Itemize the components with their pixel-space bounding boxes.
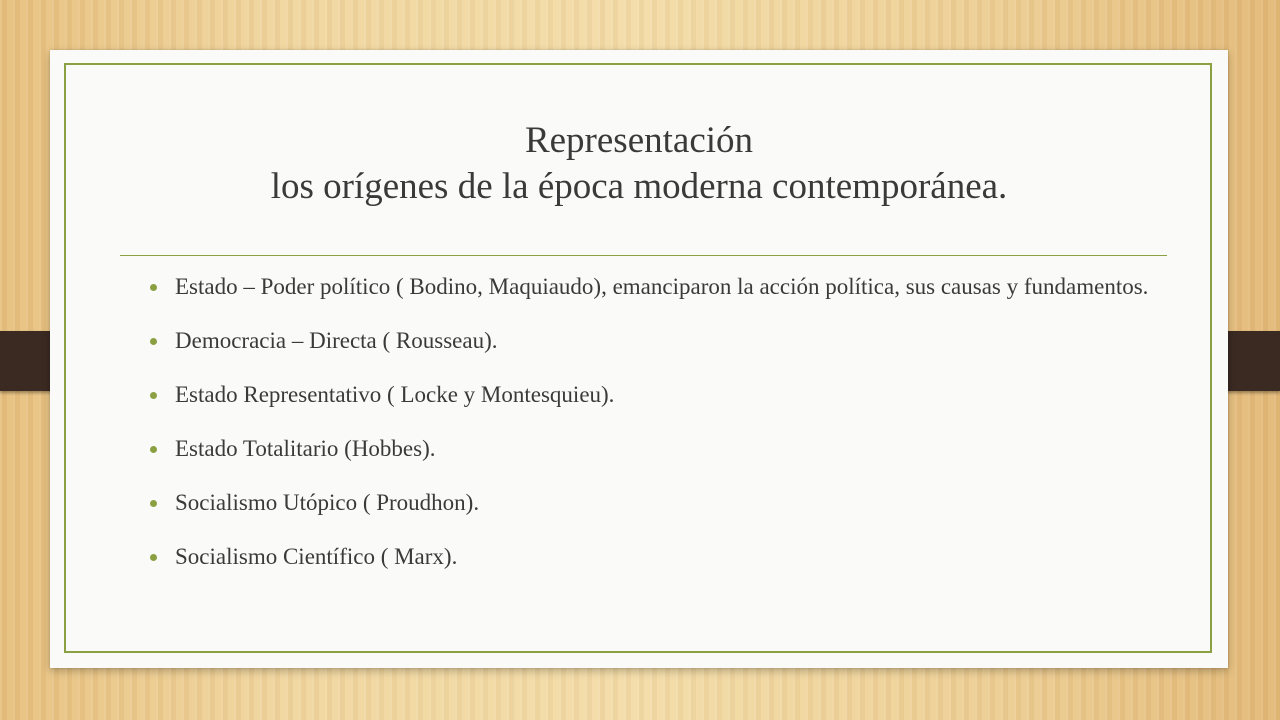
bullet-dot-icon [150, 284, 157, 291]
bullet-dot-icon [150, 446, 157, 453]
bullet-dot-icon [150, 500, 157, 507]
bullet-item [150, 380, 1150, 410]
slide-title [50, 118, 1228, 210]
bullet-text: Estado Representativo ( Locke y Montesquieu). [175, 382, 615, 407]
slide-title-line-2: los orígenes de la época moderna contemporánea. [270, 166, 1008, 207]
bullet-item [150, 488, 1150, 518]
bullet-list [150, 272, 1150, 596]
title-divider [120, 255, 1167, 256]
bullet-item [150, 542, 1150, 572]
slide-title-line-1: Representación [524, 120, 754, 161]
bullet-text: Socialismo Utópico ( Proudhon). [175, 490, 480, 515]
bullet-dot-icon [150, 338, 157, 345]
bullet-text: Estado Totalitario (Hobbes). [175, 436, 436, 461]
bullet-text: Democracia – Directa ( Rousseau). [175, 328, 498, 353]
bullet-item [150, 434, 1150, 464]
bullet-text: Estado – Poder político ( Bodino, Maquiaudo), emanciparon la acción política, sus causas y fundamentos. [175, 274, 1149, 299]
slide-paper [50, 50, 1228, 668]
bullet-item [150, 272, 1150, 302]
bullet-item [150, 326, 1150, 356]
bullet-text: Socialismo Científico ( Marx). [175, 544, 458, 569]
bullet-dot-icon [150, 392, 157, 399]
bullet-dot-icon [150, 554, 157, 561]
